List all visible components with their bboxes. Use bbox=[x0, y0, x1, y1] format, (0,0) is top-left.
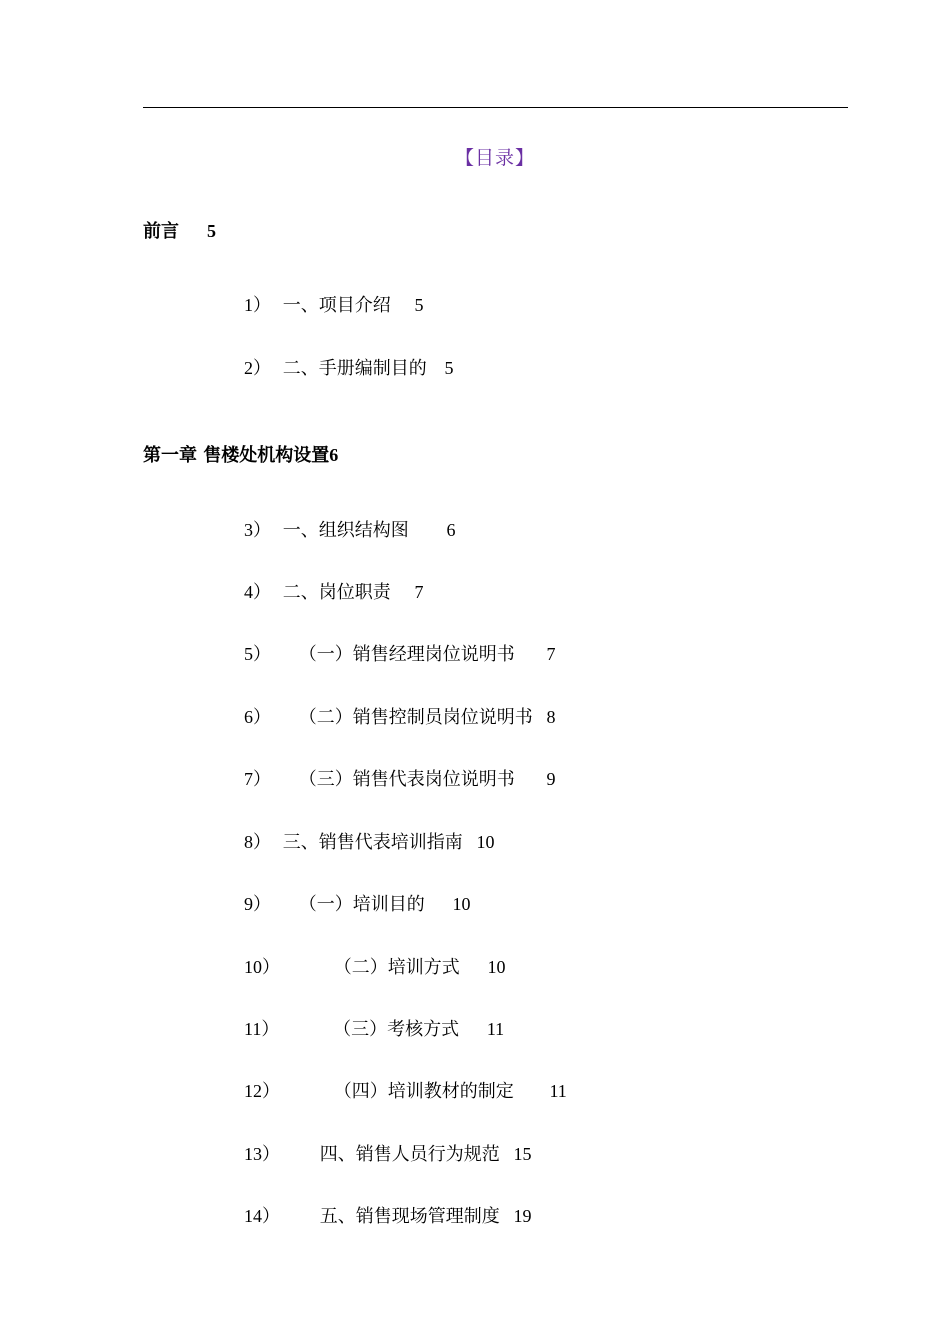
toc-entry[interactable] bbox=[244, 767, 555, 792]
entry-label: （三）销售代表岗位说明书 bbox=[298, 769, 515, 790]
entry-number: 9） bbox=[244, 894, 271, 914]
chapter-page: 6 bbox=[329, 445, 339, 465]
entry-label: 二、手册编制目的 bbox=[282, 358, 427, 379]
toc-entry[interactable] bbox=[244, 1204, 531, 1229]
entry-label: （二）培训方式 bbox=[333, 957, 460, 978]
entry-number: 12） bbox=[244, 1081, 280, 1101]
entry-label: 一、组织结构图 bbox=[282, 520, 409, 541]
entry-number: 6） bbox=[244, 707, 271, 727]
toc-entry[interactable] bbox=[244, 580, 423, 605]
entry-page: 8 bbox=[546, 707, 556, 727]
header-rule bbox=[143, 107, 848, 108]
toc-entry[interactable] bbox=[244, 1142, 531, 1167]
entry-label: 一、项目介绍 bbox=[282, 295, 391, 316]
toc-entry[interactable] bbox=[244, 642, 555, 667]
toc-title: 【目录】 bbox=[454, 147, 535, 169]
toc-entry[interactable] bbox=[244, 892, 470, 917]
entry-page: 19 bbox=[513, 1206, 532, 1226]
entry-page: 10 bbox=[452, 894, 471, 914]
entry-page: 9 bbox=[546, 769, 556, 789]
entry-number: 10） bbox=[244, 957, 280, 977]
entry-number: 13） bbox=[244, 1144, 280, 1164]
toc-entry[interactable] bbox=[244, 518, 455, 543]
toc-chapter-1[interactable] bbox=[143, 443, 338, 468]
entry-number: 11） bbox=[244, 1019, 280, 1039]
toc-chapter-preface[interactable] bbox=[143, 219, 216, 244]
entry-page: 5 bbox=[444, 358, 454, 378]
entry-page: 7 bbox=[414, 582, 424, 602]
entry-page: 15 bbox=[513, 1144, 532, 1164]
entry-number: 7） bbox=[244, 769, 271, 789]
entry-label: 五、销售现场管理制度 bbox=[319, 1206, 500, 1227]
entry-label: （一）销售经理岗位说明书 bbox=[298, 644, 515, 665]
entry-number: 14） bbox=[244, 1206, 280, 1226]
entry-page: 11 bbox=[549, 1081, 567, 1101]
entry-page: 7 bbox=[546, 644, 556, 664]
entry-page: 6 bbox=[446, 520, 456, 540]
entry-page: 10 bbox=[476, 832, 495, 852]
toc-entry[interactable] bbox=[244, 955, 505, 980]
toc-entry[interactable] bbox=[244, 705, 555, 730]
entry-label: 四、销售人员行为规范 bbox=[319, 1144, 500, 1165]
entry-label: 二、岗位职责 bbox=[282, 582, 391, 603]
entry-page: 11 bbox=[486, 1019, 505, 1039]
toc-entry[interactable] bbox=[244, 356, 453, 381]
entry-page: 5 bbox=[414, 295, 424, 315]
entry-number: 8） bbox=[244, 832, 271, 852]
chapter-page: 5 bbox=[207, 221, 216, 241]
entry-number: 1） bbox=[244, 295, 271, 315]
entry-number: 2） bbox=[244, 358, 271, 378]
toc-entry[interactable] bbox=[244, 1079, 567, 1104]
entry-label: （二）销售控制员岗位说明书 bbox=[298, 707, 533, 728]
entry-label: （一）培训目的 bbox=[298, 894, 425, 915]
entry-number: 4） bbox=[244, 582, 271, 602]
toc-entry[interactable] bbox=[244, 830, 494, 855]
toc-entry[interactable] bbox=[244, 293, 423, 318]
entry-label: 三、销售代表培训指南 bbox=[282, 832, 463, 853]
entry-page: 10 bbox=[487, 957, 506, 977]
entry-label: （三）考核方式 bbox=[333, 1019, 460, 1040]
toc-entry[interactable] bbox=[244, 1017, 504, 1042]
entry-number: 5） bbox=[244, 644, 271, 664]
entry-label: （四）培训教材的制定 bbox=[333, 1081, 514, 1102]
entry-number: 3） bbox=[244, 520, 271, 540]
chapter-label: 前言 bbox=[143, 221, 179, 242]
chapter-label: 第一章 售楼处机构设置 bbox=[143, 445, 330, 466]
